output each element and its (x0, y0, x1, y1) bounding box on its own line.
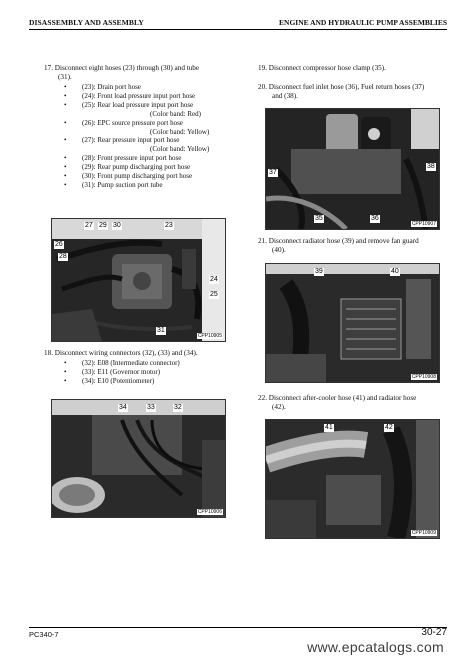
callout-32: 32 (174, 404, 182, 411)
list-item: • (26): EPC source pressure port hose (64, 118, 183, 127)
photo-code: CPP10909 (411, 530, 436, 536)
list-item: • (34): E10 (Potentiometer) (64, 376, 155, 385)
aftercooler-radiator-hose-photo (266, 420, 439, 538)
callout-27: 27 (85, 222, 93, 229)
header-right: ENGINE AND HYDRAULIC PUMP ASSEMBLIES (279, 18, 447, 27)
list-item: • (32): E08 (Intermediate connector) (64, 359, 180, 367)
list-item-sub: (Color band: Red) (150, 109, 201, 118)
callout-29: 29 (99, 222, 107, 229)
callout-37: 37 (269, 169, 277, 176)
callout-38: 38 (427, 163, 435, 170)
step18-photo (51, 399, 226, 518)
list-item: • (23): Drain port hose (64, 83, 141, 91)
list-item: • (33): E11 (Governor motor) (64, 367, 161, 376)
step20-text-line2: and (38). (272, 92, 298, 100)
step22-text-line2: (42). (272, 403, 286, 411)
callout-41: 41 (325, 424, 333, 431)
header-left: DISASSEMBLY AND ASSEMBLY (29, 18, 144, 27)
callout-24: 24 (210, 276, 218, 283)
list-item: • (24): Front load pressure input port hose (64, 91, 196, 100)
list-item-sub: (Color band: Yellow) (150, 145, 210, 154)
list-item: • (25): Rear load pressure input port hose (64, 100, 194, 109)
list-item: • (28): Front pressure input port hose (64, 154, 182, 163)
photo-code: CPP10905 (197, 333, 222, 339)
photo-code: CPP10908 (411, 374, 436, 380)
step21-photo (265, 263, 440, 383)
photo-code: CPP10906 (197, 509, 222, 515)
callout-23: 23 (165, 222, 173, 229)
callout-25: 25 (210, 291, 218, 298)
list-item-sub: (Color band: Yellow) (150, 127, 210, 136)
callout-33: 33 (147, 404, 155, 411)
callout-35: 35 (315, 215, 323, 222)
photo-code: CPP10907 (411, 221, 436, 227)
step17-photo (51, 218, 226, 342)
callout-42: 42 (385, 424, 393, 431)
step22-photo (265, 419, 440, 539)
radiator-fan-guard-photo (266, 264, 439, 382)
list-item: • (30): Front pump discharging port hose (64, 172, 193, 181)
hydraulic-pump-photo (52, 219, 225, 341)
step20-photo (265, 108, 440, 230)
list-item: • (31): Pump suction port tube (64, 180, 163, 189)
callout-28: 28 (59, 253, 67, 260)
step18-text: 18. Disconnect wiring connectors (32), (33) and (34). (44, 349, 198, 357)
page-number: 30-27 (421, 627, 447, 638)
list-item: • (27): Rear pressure input port hose (64, 136, 180, 145)
list-item: • (29): Rear pump discharging port hose (64, 163, 191, 172)
step21-text-line1: 21. Disconnect radiator hose (39) and remove fan guard (258, 237, 419, 245)
step19-text: 19. Disconnect compressor hose clamp (35). (258, 64, 386, 72)
fuel-hoses-photo (266, 109, 439, 229)
step20-text-line1: 20. Disconnect fuel inlet hose (36), Fuel return hoses (37) (258, 83, 425, 91)
watermark-url: www.epcatalogs.com (307, 639, 444, 655)
step22-text-line1: 22. Disconnect after-cooler hose (41) and radiator hose (258, 394, 417, 402)
callout-39: 39 (315, 268, 323, 275)
footer-rule (29, 627, 447, 628)
callout-26: 26 (55, 241, 63, 248)
callout-40: 40 (391, 268, 399, 275)
callout-30: 30 (113, 222, 121, 229)
step17-text-line2: (31). (58, 73, 72, 81)
step17-text-line1: 17. Disconnect eight hoses (23) through (30) and tube (44, 64, 200, 72)
header-rule (29, 29, 447, 30)
step21-text-line2: (40). (272, 246, 286, 254)
wiring-connectors-photo (52, 400, 225, 517)
step17-hose-list (64, 83, 209, 190)
callout-34: 34 (119, 404, 127, 411)
step18-connector-list (64, 359, 180, 386)
callout-31: 31 (157, 327, 165, 334)
model-number: PC340-7 (29, 630, 59, 639)
callout-36: 36 (371, 215, 379, 222)
